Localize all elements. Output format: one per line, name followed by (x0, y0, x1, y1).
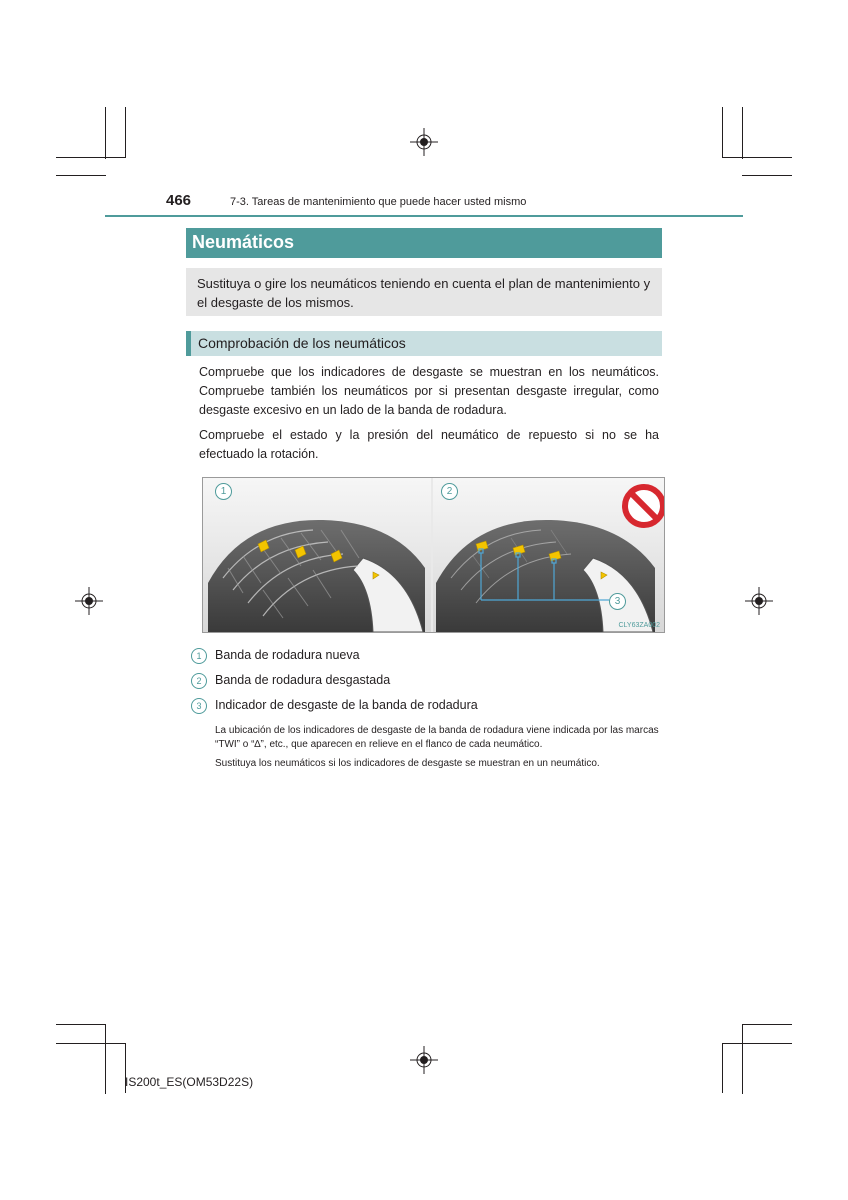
figure-callout-3: 3 (609, 593, 626, 610)
running-head: 7-3. Tareas de mantenimiento que puede hacer usted mismo (230, 196, 527, 208)
figure-code: CLY63ZA002 (618, 622, 660, 629)
footer-model-code: IS200t_ES(OM53D22S) (125, 1075, 254, 1089)
legend-text: Indicador de desgaste de la banda de rodadura (215, 698, 478, 712)
legend-text: Banda de rodadura nueva (215, 648, 360, 662)
figure-panel-new (203, 478, 431, 632)
registration-mark-icon (410, 128, 438, 156)
section-title: Neumáticos (192, 232, 295, 252)
body-paragraph: Compruebe el estado y la presión del neumático de repuesto si no se ha efectuado la rotación. (199, 428, 659, 461)
header-rule (105, 215, 743, 217)
registration-mark-icon (410, 1046, 438, 1074)
subsection-title: Comprobación de los neumáticos (198, 335, 406, 351)
body-paragraph: Compruebe que los indicadores de desgaste se muestran en los neumáticos. Compruebe también los neumáticos por si presentan desgaste irregular, como desgaste excesivo en un lado de la banda de rodadura. (199, 365, 659, 417)
legend-number: 3 (191, 698, 207, 714)
registration-mark-icon (75, 587, 103, 615)
tire-figure (202, 477, 665, 633)
legend-number: 1 (191, 648, 207, 664)
note-text: La ubicación de los indicadores de desgaste de la banda de rodadura viene indicada por las marcas “TWI” o “∆”, etc., que aparecen en relieve en el flanco de cada neumático. (215, 725, 659, 750)
subsection-accent (186, 331, 191, 356)
subsection-title-bar (186, 331, 662, 356)
tire-new-tread-illustration (203, 478, 431, 632)
figure-callout-1: 1 (215, 483, 232, 500)
legend-text: Banda de rodadura desgastada (215, 673, 391, 687)
figure-panel-worn (433, 478, 664, 632)
legend-number: 2 (191, 673, 207, 689)
note-text: Sustituya los neumáticos si los indicadores de desgaste se muestran en un neumático. (215, 758, 600, 769)
figure-callout-2: 2 (441, 483, 458, 500)
summary-box (186, 268, 662, 316)
registration-mark-icon (745, 587, 773, 615)
tire-worn-tread-illustration (433, 478, 664, 632)
page-number: 466 (166, 192, 192, 209)
summary-text: Sustituya o gire los neumáticos teniendo en cuenta el plan de mantenimiento y el desgaste de los mismos. (197, 276, 651, 310)
section-title-bar (186, 228, 662, 258)
